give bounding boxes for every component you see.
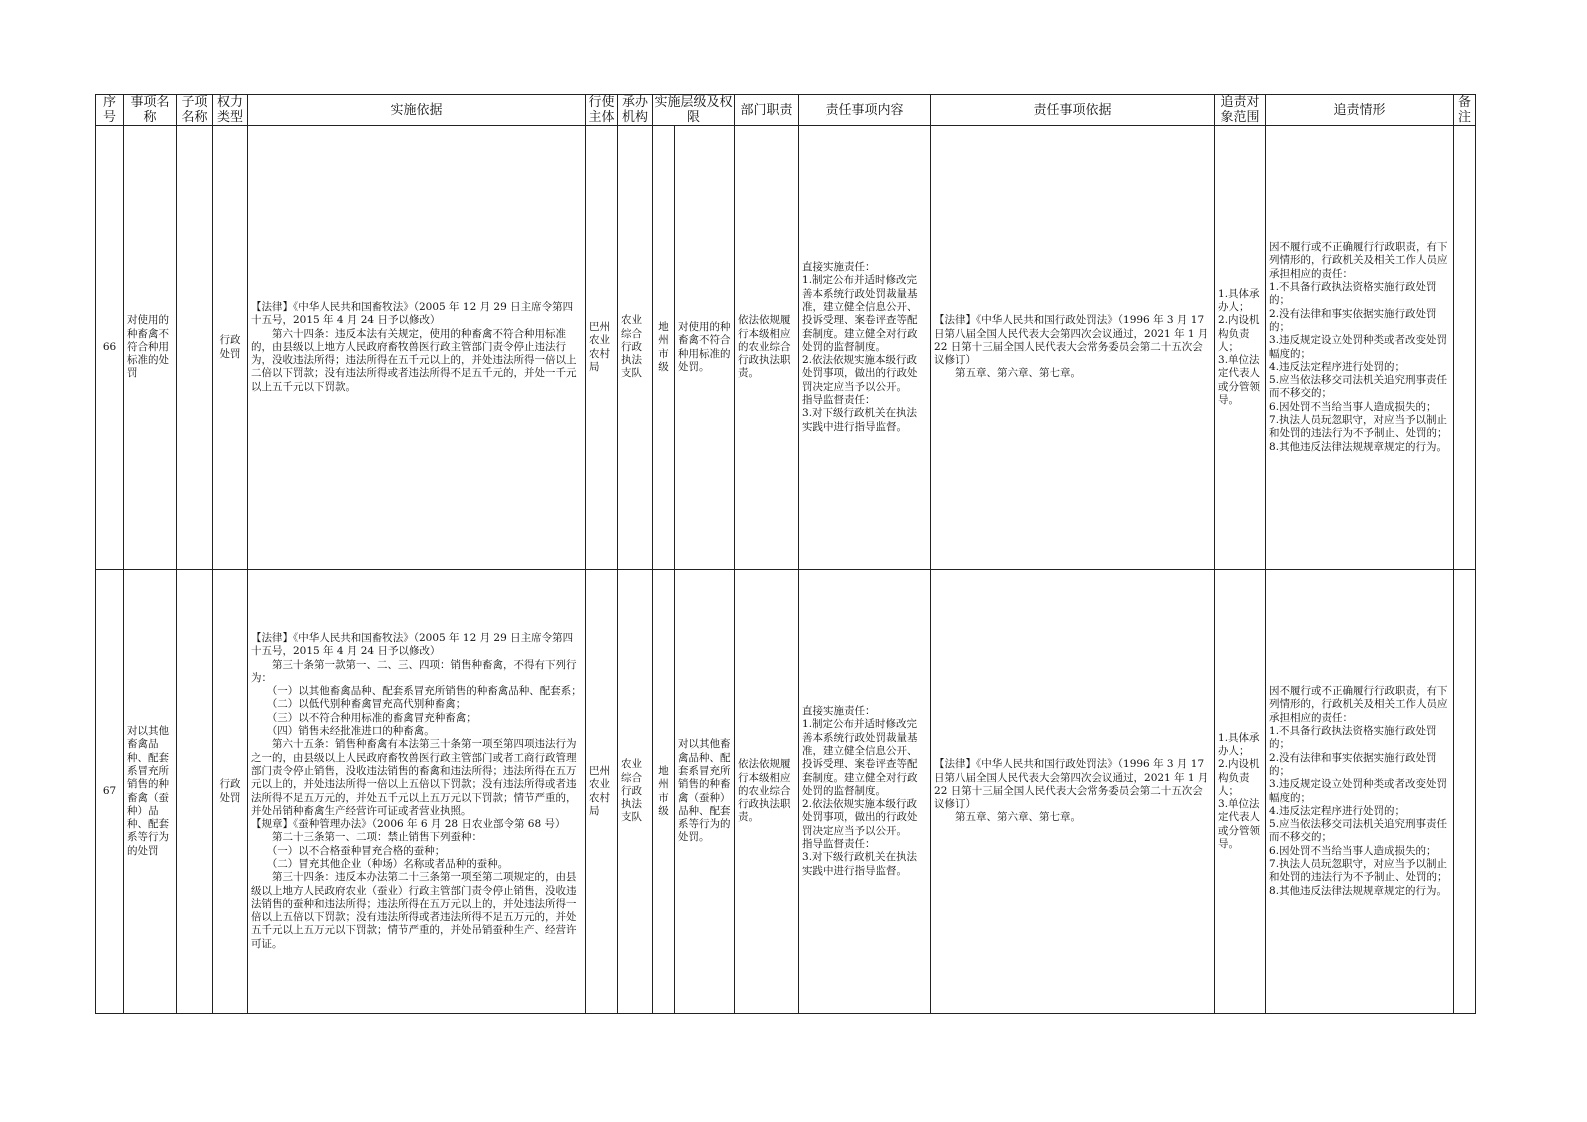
cell-dept-duty: 依法依规履行本级相应的农业综合行政执法职责。 [735,570,799,1014]
cell-seq: 66 [96,126,124,570]
header-dept-duty: 部门职责 [735,95,799,126]
cell-resp-content: 直接实施责任： 1.制定公布并适时修改完善本系统行政处罚裁量基准，建立健全信息公开、投诉受理、案卷评查等配套制度。建立健全对行政处罚的监督制度。 2.依法依规实施本级行政处罚事项，做出的行政处罚决定应当予以公开。 指导监督责任： 3.对下级行政机关在执法实践中进行指导监督。 [799,570,931,1014]
cell-agency: 农业综合行政执法支队 [618,126,653,570]
cell-dept-duty: 依法依规履行本级相应的农业综合行政执法职责。 [735,126,799,570]
cell-resp-basis: 【法律】《中华人民共和国行政处罚法》（1996 年 3 月 17 日第八届全国人民代表大会第四次会议通过，2021 年 1 月 22 日第十三届全国人民代表大会常务委员会第二十五次会议修订） 第五章、第六章、第七章。 [931,126,1215,570]
header-resp-basis: 责任事项依据 [931,95,1215,126]
cell-account-cases: 因不履行或不正确履行行政职责，有下列情形的，行政机关及相关工作人员应承担相应的责任： 1.不具备行政执法资格实施行政处罚的； 2.没有法律和事实依据实施行政处罚的； 3.违反规定设立处罚种类或者改变处罚幅度的； 4.违反法定程序进行处罚的； 5.应当依法移交司法机关追究刑事责任而不移交的； 6.因处罚不当给当事人造成损失的； 7.执法人员玩忽职守，对应当予以制止和处罚的违法行为不予制止、处罚的； 8.其他违反法律法规规章规定的行为。 [1266,126,1454,570]
cell-remarks [1454,570,1476,1014]
cell-resp-basis: 【法律】《中华人民共和国行政处罚法》（1996 年 3 月 17 日第八届全国人民代表大会第四次会议通过，2021 年 1 月 22 日第十三届全国人民代表大会常务委员会第二十五次会议修订） 第五章、第六章、第七章。 [931,570,1215,1014]
cell-basis: 【法律】《中华人民共和国畜牧法》（2005 年 12 月 29 日主席令第四十五号，2015 年 4 月 24 日予以修改） 第三十条第一款第一、二、三、四项：销售种畜禽，不得有下列行为： （一）以其他畜禽品种、配套系冒充所销售的种畜禽品种、配套系； （二）以低代别种畜禽冒充高代别种畜禽； （三）以不符合种用标准的畜禽冒充种畜禽； （四）销售未经批准进口的种畜禽。 第六十五条：销售种畜禽有本法第三十条第一项至第四项违法行为之一的，由县级以上人民政府畜牧兽医行政主管部门或者工商行政管理部门责令停止销售，没收违法销售的畜禽和违法所得；违法所得在五万元以上的，并处违法所得一倍以上五倍以下罚款；没有违法所得或者违法所得不足五万元的，并处五千元以上五万元以下罚款；情节严重的，并处吊销种畜禽生产经营许可证或者营业执照。 【规章】《蚕种管理办法》（2006 年 6 月 28 日农业部令第 68 号） 第二十三条第一、二项：禁止销售下列蚕种： （一）以不合格蚕种冒充合格的蚕种； （二）冒充其他企业（种场）名称或者品种的蚕种。 第三十四条：违反本办法第二十三条第一项至第二项规定的，由县级以上地方人民政府农业（蚕业）行政主管部门责令停止销售，没收违法销售的蚕种和违法所得；违法所得在五万元以上的，并处违法所得一倍以上五倍以下罚款；没有违法所得或者违法所得不足五万元的，并处五千元以上五万元以下罚款；情节严重的，并处吊销蚕种生产、经营许可证。 [248,570,586,1014]
cell-seq: 67 [96,570,124,1014]
table-row [96,570,1476,1014]
cell-agency: 农业综合行政执法支队 [618,570,653,1014]
cell-authority: 对使用的种畜禽不符合种用标准的处罚。 [675,126,735,570]
header-basis: 实施依据 [248,95,586,126]
cell-account-scope: 1.具体承办人； 2.内设机构负责人； 3.单位法定代表人或分管领导。 [1215,570,1266,1014]
cell-level: 地州市级 [653,126,675,570]
cell-resp-content: 直接实施责任： 1.制定公布并适时修改完善本系统行政处罚裁量基准，建立健全信息公开、投诉受理、案卷评查等配套制度。建立健全对行政处罚的监督制度。 2.依法依规实施本级行政处罚事项，做出的行政处罚决定应当予以公开。 指导监督责任： 3.对下级行政机关在执法实践中进行指导监督。 [799,126,931,570]
cell-authority: 对以其他畜禽品种、配套系冒充所销售的种畜禽（蚕种）品种、配套系等行为的处罚。 [675,570,735,1014]
cell-remarks [1454,126,1476,570]
header-remarks: 备注 [1454,95,1476,126]
cell-subject: 巴州农业农村局 [586,570,618,1014]
cell-subject: 巴州农业农村局 [586,126,618,570]
cell-item-name: 对使用的种畜禽不符合种用标准的处罚 [124,126,177,570]
table-header-row [96,95,1476,126]
header-sub-item-name: 子项名称 [177,95,213,126]
header-account-scope: 追责对象范围 [1215,95,1266,126]
cell-sub-item-name [177,126,213,570]
header-level: 实施层级及权限 [654,95,733,125]
cell-power-type: 行政处罚 [213,126,248,570]
cell-power-type: 行政处罚 [213,570,248,1014]
header-item-name: 事项名称 [124,95,177,126]
header-subject: 行使主体 [586,95,618,126]
header-account-cases: 追责情形 [1266,95,1454,126]
header-seq: 序号 [96,95,124,126]
cell-account-scope: 1.具体承办人； 2.内设机构负责人； 3.单位法定代表人或分管领导。 [1215,126,1266,570]
cell-item-name: 对以其他畜禽品种、配套系冒充所销售的种畜禽（蚕种）品种、配套系等行为的处罚 [124,570,177,1014]
header-agency: 承办机构 [618,95,653,126]
cell-level: 地州市级 [653,570,675,1014]
header-power-type: 权力类型 [213,95,248,126]
cell-account-cases: 因不履行或不正确履行行政职责，有下列情形的，行政机关及相关工作人员应承担相应的责任： 1.不具备行政执法资格实施行政处罚的； 2.没有法律和事实依据实施行政处罚的； 3.违反规定设立处罚种类或者改变处罚幅度的； 4.违反法定程序进行处罚的； 5.应当依法移交司法机关追究刑事责任而不移交的； 6.因处罚不当给当事人造成损失的； 7.执法人员玩忽职守，对应当予以制止和处罚的违法行为不予制止、处罚的； 8.其他违反法律法规规章规定的行为。 [1266,570,1454,1014]
table-row [96,126,1476,570]
cell-basis: 【法律】《中华人民共和国畜牧法》（2005 年 12 月 29 日主席令第四十五号，2015 年 4 月 24 日予以修改） 第六十四条：违反本法有关规定，使用的种畜禽不符合种用标准的，由县级以上地方人民政府畜牧兽医行政主管部门责令停止违法行为，没收违法所得；违法所得在五千元以上的，并处违法所得一倍以上二倍以下罚款；没有违法所得或者违法所得不足五千元的，并处一千元以上五千元以下罚款。 [248,126,586,570]
responsibility-table [95,94,1476,1014]
cell-sub-item-name [177,570,213,1014]
header-resp-content: 责任事项内容 [799,95,931,126]
